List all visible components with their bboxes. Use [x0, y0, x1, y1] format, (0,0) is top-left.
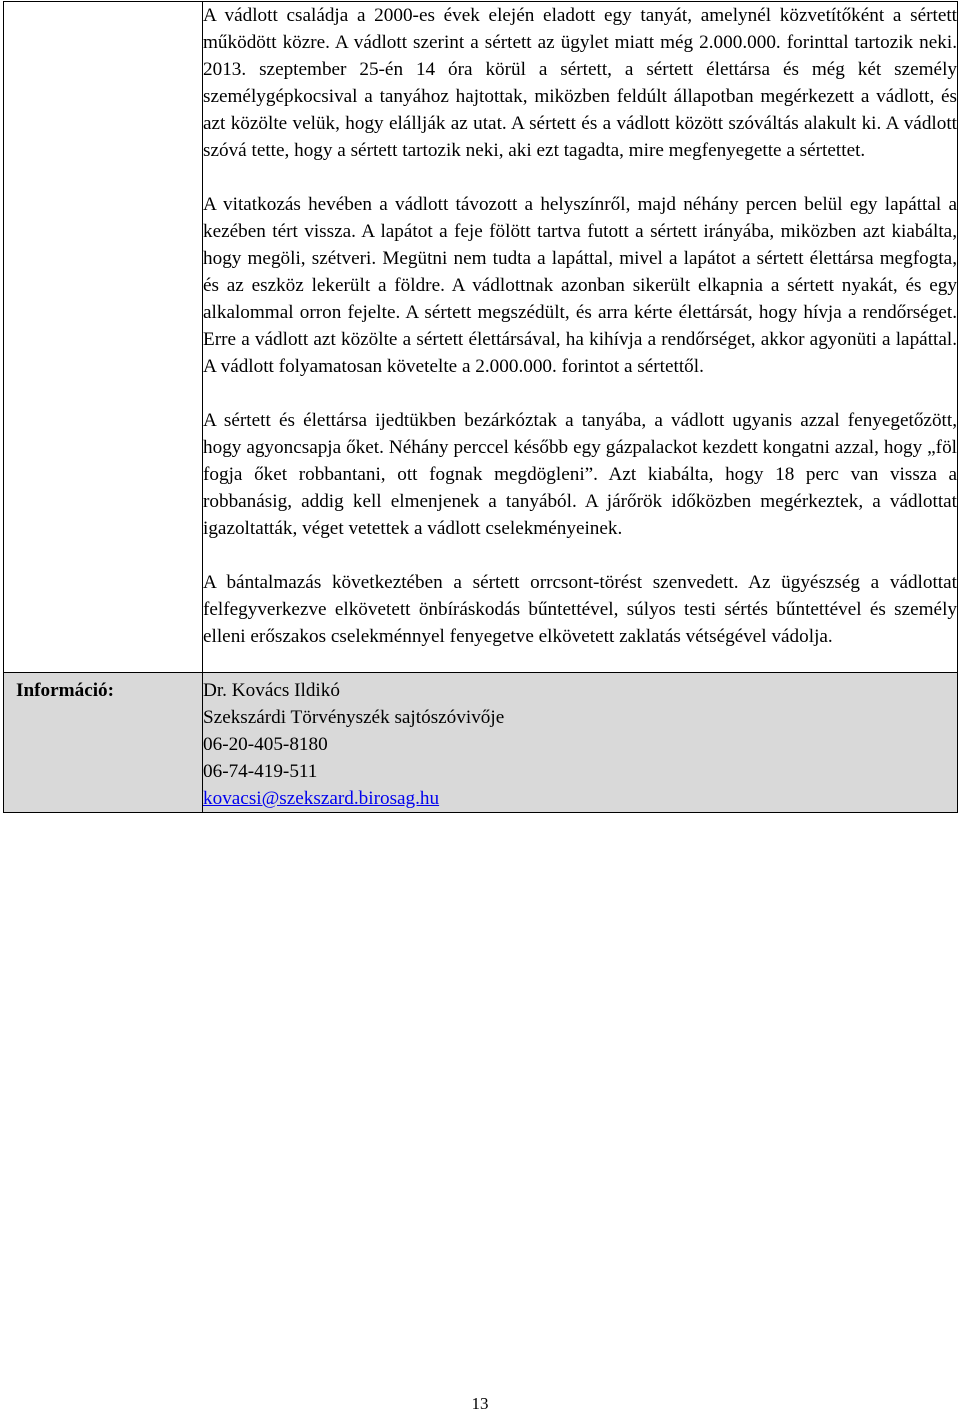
paragraph-2: A vitatkozás hevében a vádlott távozott a helyszínről, majd néhány percen belül egy lapáttal a kezében tért vissza. A lapátot a feje fölött tartva futott a sértett irányába, miközben azt kiabálta, hogy megöli, szétveri. Megütni nem tudta a lapáttal, mivel a lapátot a sértett élettársa megfogta, és az eszköz lekerült a földre. A vádlottnak azonban sikerült elkapnia a sértett nyakát, és egy alkalommal orron fejelte. A sértett megszédült, és arra kérte élettársát, hogy hívja a rendőrséget. Erre a vádlott azt közölte a sértett élettársával, ha kihívja a rendőrséget, akkor agyonüti a lapáttal. A vádlott folyamatosan követelte a 2.000.000. forintot a sértettől. [203, 194, 957, 377]
contact-phone-1: 06-20-405-8180 [203, 734, 328, 755]
info-row [4, 673, 958, 813]
info-label: Információ: [16, 680, 115, 701]
page-number: 13 [471, 1394, 489, 1413]
contact-title: Szekszárdi Törvényszék sajtószóvivője [203, 707, 505, 728]
paragraph-3: A sértett és élettársa ijedtükben bezárkóztak a tanyába, a vádlott ugyanis azzal fenyegetőzött, hogy agyoncsapja őket. Néhány perccel később egy gázpalackot kezdett kongatni azzal, hogy „föl fogja őket robbantani, ott fognak megdögleni”. Azt kiabálta, hogy 18 perc van vissza a robbanásig, addig kell elmenjenek a tanyából. A járőrök időközben megérkeztek, a vádlottat igazoltatták, véget vetettek a vádlott cselekményeinek. [203, 410, 957, 539]
paragraph-1: A vádlott családja a 2000-es évek elején eladott egy tanyát, amelynél közvetítőként a sértett működött közre. A vádlott szerint a sértett az ügylet miatt még 2.000.000. forinttal tartozik neki. 2013. szeptember 25-én 14 óra körül a sértett, a sértett élettársa és még két személy személygépkocsival a tanyához hajtottak, miközben feldúlt állapotban megérkezett a vádlott, és azt közölte velük, hogy elállják az utat. A sértett és a vádlott között szóváltás alakult ki. A vádlott szóvá tette, hogy a sértett tartozik neki, aki ezt tagadta, mire megfenyegette a sértettet. [203, 5, 957, 161]
body-row [4, 2, 958, 673]
contact-email-link[interactable]: kovacsi@szekszard.birosag.hu [203, 788, 440, 809]
contact-name: Dr. Kovács Ildikó [203, 680, 340, 701]
body-label-cell [4, 2, 203, 673]
contact-phone-2: 06-74-419-511 [203, 761, 318, 782]
body-content-cell [203, 2, 958, 673]
paragraph-4: A bántalmazás következtében a sértett orrcsont-törést szenvedett. Az ügyészség a vádlottat felfegyverkezve elkövetett önbíráskodás bűntettével, súlyos testi sértés bűntettével és személy elleni erőszakos cselekménnyel fenyegetve elkövetett zaklatás vétségével vádolja. [203, 572, 957, 647]
info-content-cell [203, 673, 958, 813]
info-label-cell [4, 673, 203, 813]
document-table [3, 1, 958, 813]
